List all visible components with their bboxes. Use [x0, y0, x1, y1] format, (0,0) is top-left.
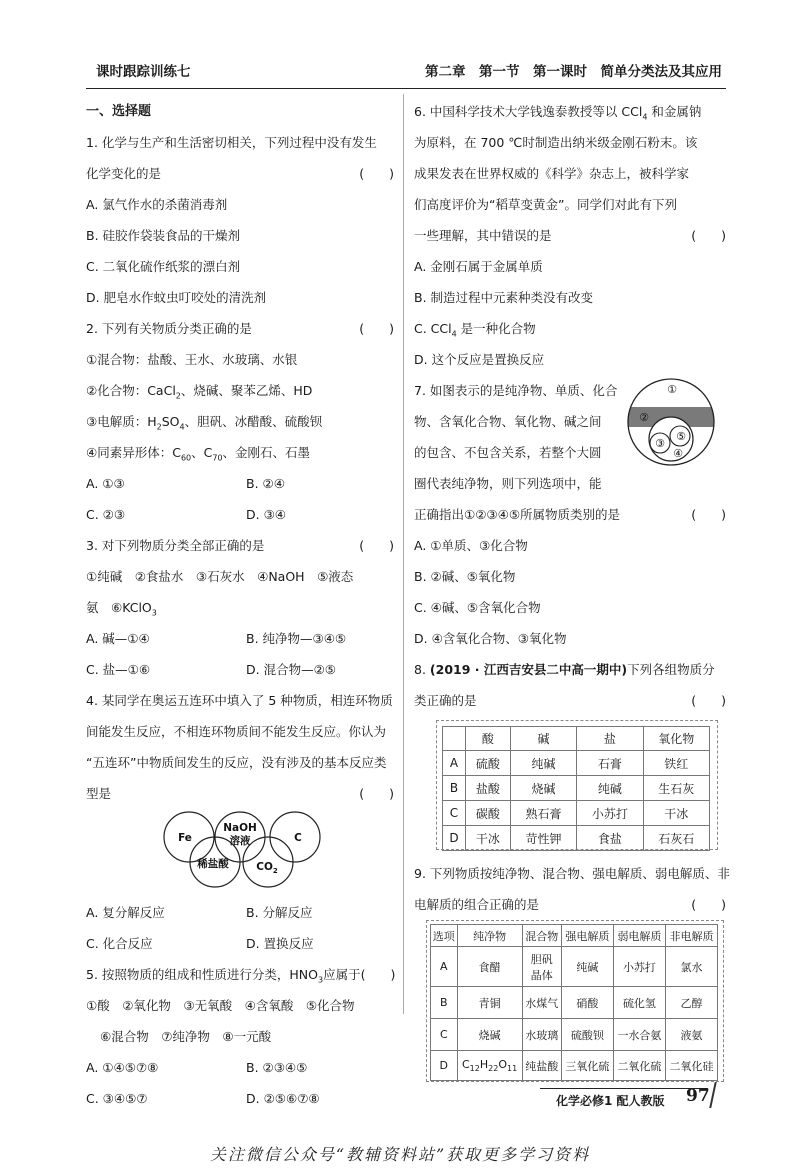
venn-diagram: [626, 377, 716, 467]
ring-label-hcl: 稀盐酸: [197, 858, 229, 870]
q9-table: [430, 924, 718, 1081]
q2-item-2: ②化合物：CaCl$_2$、烧碱、聚苯乙烯、HD: [86, 383, 313, 401]
q3-options-ab: A. 碱—①④ B. 纯净物—③④⑤: [86, 631, 347, 646]
q8-cell: C: [443, 801, 466, 826]
q8-row: [443, 826, 710, 851]
q7-option-d: D. ④含氧化合物、③氧化物: [414, 631, 567, 646]
q1-option-c: C. 二氧化硫作纸浆的漂白剂: [86, 259, 241, 274]
q8-cell: 小苏打: [577, 801, 643, 826]
q9-row-a: A 食醋 胆矾 晶体 纯碱 小苏打 氯水: [431, 947, 718, 987]
q6-option-a: A. 金刚石属于金属单质: [414, 259, 543, 274]
q9-stem-1: 9. 下列物质按纯净物、混合物、强电解质、弱电解质、非: [414, 866, 730, 881]
q8-cell: 纯碱: [510, 751, 576, 776]
q8-header-row: [443, 727, 710, 751]
q4-options-ab: A. 复分解反应 B. 分解反应: [86, 905, 313, 920]
q8-cell: 苛性钾: [510, 826, 576, 851]
footer-slash: [709, 1082, 717, 1108]
q3-items-1: ①纯碱 ②食盐水 ③石灰水 ④NaOH ⑤液态: [86, 569, 354, 584]
q3-stem: 3. 对下列物质分类全部正确的是 ( ): [86, 538, 394, 553]
rings-svg: [86, 809, 394, 897]
q8-cell: 烧碱: [510, 776, 576, 801]
q8-cell: 盐: [577, 727, 643, 751]
q8-table: [442, 726, 710, 851]
q2-options-ab: A. ①③ B. ②④: [86, 476, 285, 491]
q8-cell: B: [443, 776, 466, 801]
q8-table-wrap: [414, 716, 726, 852]
q8-row: [443, 801, 710, 826]
q7-option-b: B. ②碱、⑤氧化物: [414, 569, 516, 584]
q7-option-a: A. ①单质、③化合物: [414, 538, 528, 553]
q8-cell: 铁红: [643, 751, 709, 776]
question-4: [86, 685, 394, 959]
q9-table-wrap: [414, 920, 726, 1082]
q4-stem-1: 4. 某同学在奥运五连环中填入了 5 种物质，相连环物质: [86, 693, 393, 708]
q5-options-ab: A. ①④⑤⑦⑧ B. ②③④⑤: [86, 1060, 308, 1075]
olympic-rings-diagram: [86, 809, 394, 897]
question-1: [86, 127, 394, 313]
q7-stem-3: 的包含、不包含关系，若整个大圆: [414, 445, 602, 460]
q7-stem-5: 正确指出①②③④⑤所属物质类别的是 ( ): [414, 507, 726, 522]
question-5: [86, 959, 394, 1114]
page-number: 97: [686, 1086, 710, 1106]
q1-option-d: D. 肥皂水作蚊虫叮咬处的清洗剂: [86, 290, 267, 305]
section-title: 一、选择题: [86, 104, 152, 119]
q6-option-d: D. 这个反应是置换反应: [414, 352, 545, 367]
footer-note: 关注微信公众号“教辅资料站”获取更多学习资料: [209, 1145, 591, 1164]
q8-cell: 干冰: [466, 826, 511, 851]
question-8: [414, 654, 726, 852]
q6-option-b: B. 制造过程中元素种类没有改变: [414, 290, 594, 305]
q9-stem-2: 电解质的组合正确的是 ( ): [414, 897, 726, 912]
column-divider: [403, 94, 404, 1014]
q8-stem-2: 类正确的是 ( ): [414, 693, 726, 708]
book-label: 化学必修1 配人教版: [556, 1094, 665, 1108]
q8-cell: A: [443, 751, 466, 776]
header-rule: [86, 88, 726, 89]
q4-stem-2: 间能发生反应，不相连环物质间不能发生反应。你认为: [86, 724, 387, 739]
q8-cell: 硫酸: [466, 751, 511, 776]
q8-row: [443, 751, 710, 776]
footer-rule: [540, 1088, 708, 1089]
q8-cell: 干冰: [643, 801, 709, 826]
q8-cell: 生石灰: [643, 776, 709, 801]
q7-stem-1: 7. 如图表示的是纯净物、单质、化合: [414, 383, 618, 398]
q1-option-b: B. 硅胶作袋装食品的干燥剂: [86, 228, 241, 243]
venn-label-5: ⑤: [676, 430, 686, 443]
q2-item-3: ③电解质：$H_2SO_4$、胆矾、冰醋酸、硫酸钡: [86, 414, 323, 432]
q6-stem-2: 为原料，在 700 ℃时制造出纳米级金刚石粉末。该: [414, 135, 698, 150]
q8-cell: 石膏: [577, 751, 643, 776]
q8-cell: 盐酸: [466, 776, 511, 801]
q8-cell: 酸: [466, 727, 511, 751]
q6-stem-4: 们高度评价为“稻草变黄金”。同学们对此有下列: [414, 197, 677, 212]
q2-options-cd: C. ②③ D. ③④: [86, 507, 286, 522]
q4-stem-3: “五连环”中物质间发生的反应，没有涉及的基本反应类: [86, 755, 387, 770]
ring-label-fe: Fe: [178, 832, 192, 844]
q9-row-c: C 烧碱 水玻璃 硫酸钡 一水合氨 液氨: [431, 1019, 718, 1051]
venn-label-4: ④: [673, 447, 683, 460]
q2-item-1: ①混合物：盐酸、王水、水玻璃、水银: [86, 352, 298, 367]
q7-stem-4: 圈代表纯净物，则下列选项中，能: [414, 476, 602, 491]
q5-options-cd: C. ③④⑤⑦ D. ②⑤⑥⑦⑧: [86, 1091, 320, 1106]
q8-cell: 食盐: [577, 826, 643, 851]
q7-stem-2: 物、含氧化合物、氧化物、碱之间: [414, 414, 602, 429]
q2-item-4: ④同素异形体：$C_{60}$、$C_{70}$、金刚石、石墨: [86, 445, 311, 463]
q8-row: [443, 776, 710, 801]
q6-option-c: C. CCl$_4$ 是一种化合物: [414, 321, 536, 339]
q8-cell: 氧化物: [643, 727, 709, 751]
venn-label-2: ②: [639, 411, 649, 424]
q8-cell: 石灰石: [643, 826, 709, 851]
q8-cell: 碱: [510, 727, 576, 751]
question-7: [414, 375, 726, 654]
q5-items-1: ①酸 ②氧化物 ③无氧酸 ④含氧酸 ⑤化合物: [86, 998, 355, 1013]
question-2: [86, 313, 394, 530]
q8-cell: 熟石膏: [510, 801, 576, 826]
q1-stem-2: 化学变化的是 ( ): [86, 166, 394, 181]
q9-header-row: 选项 纯净物 混合物 强电解质 弱电解质 非电解质: [431, 925, 718, 947]
ring-label-naoh-2: 溶液: [229, 835, 251, 847]
q8-cell: 碳酸: [466, 801, 511, 826]
q8-cell: 纯碱: [577, 776, 643, 801]
question-6: [414, 96, 726, 375]
left-column: [86, 96, 394, 1114]
q4-options-cd: C. 化合反应 D. 置换反应: [86, 936, 314, 951]
q1-stem: 1. 化学与生产和生活密切相关，下列过程中没有发生: [86, 135, 377, 150]
q5-items-2: ⑥混合物 ⑦纯净物 ⑧一元酸: [100, 1029, 272, 1044]
q6-stem-5: 一些理解，其中错误的是 ( ): [414, 228, 726, 243]
ring-label-co2: $CO_2$: [256, 861, 278, 875]
q8-stem-1: 8. (2019 · 江西吉安县二中高一期中)下列各组物质分: [414, 662, 715, 677]
q8-cell: D: [443, 826, 466, 851]
question-3: [86, 530, 394, 685]
right-column: [414, 96, 730, 1082]
venn-label-3: ③: [655, 437, 665, 450]
question-9: [414, 858, 730, 1082]
q8-cell: [443, 727, 466, 751]
q6-stem-3: 成果发表在世界权威的《科学》杂志上，被科学家: [414, 166, 690, 181]
q7-option-c: C. ④碱、⑤含氧化合物: [414, 600, 541, 615]
q1-option-a: A. 氯气作水的杀菌消毒剂: [86, 197, 228, 212]
q9-row-b: B 青铜 水煤气 硝酸 硫化氢 乙醇: [431, 987, 718, 1019]
q6-stem-1: 6. 中国科学技术大学钱逸泰教授等以 CCl$_4$ 和金属钠: [414, 104, 702, 122]
q2-stem: 2. 下列有关物质分类正确的是 ( ): [86, 321, 394, 336]
ring-label-c: C: [294, 832, 302, 844]
ring-label-naoh: NaOH: [223, 822, 257, 834]
venn-label-1: ①: [667, 383, 677, 396]
q4-stem-4: 型是 ( ): [86, 786, 394, 801]
lesson-title: 课时跟踪训练七: [96, 64, 191, 80]
q5-stem: 5. 按照物质的组成和性质进行分类，$HNO_3$应属于( ): [86, 967, 396, 985]
chapter-title: 第二章 第一节 第一课时 简单分类法及其应用: [425, 64, 722, 80]
q3-options-cd: C. 盐—①⑥ D. 混合物—②⑤: [86, 662, 336, 677]
q3-items-2: 氨 ⑥KClO$_3$: [86, 600, 157, 618]
q9-row-d: D $C_{12}H_{22}O_{11}$ 纯盐酸 三氧化硫 二氧化硫 二氧化硅: [431, 1051, 718, 1081]
